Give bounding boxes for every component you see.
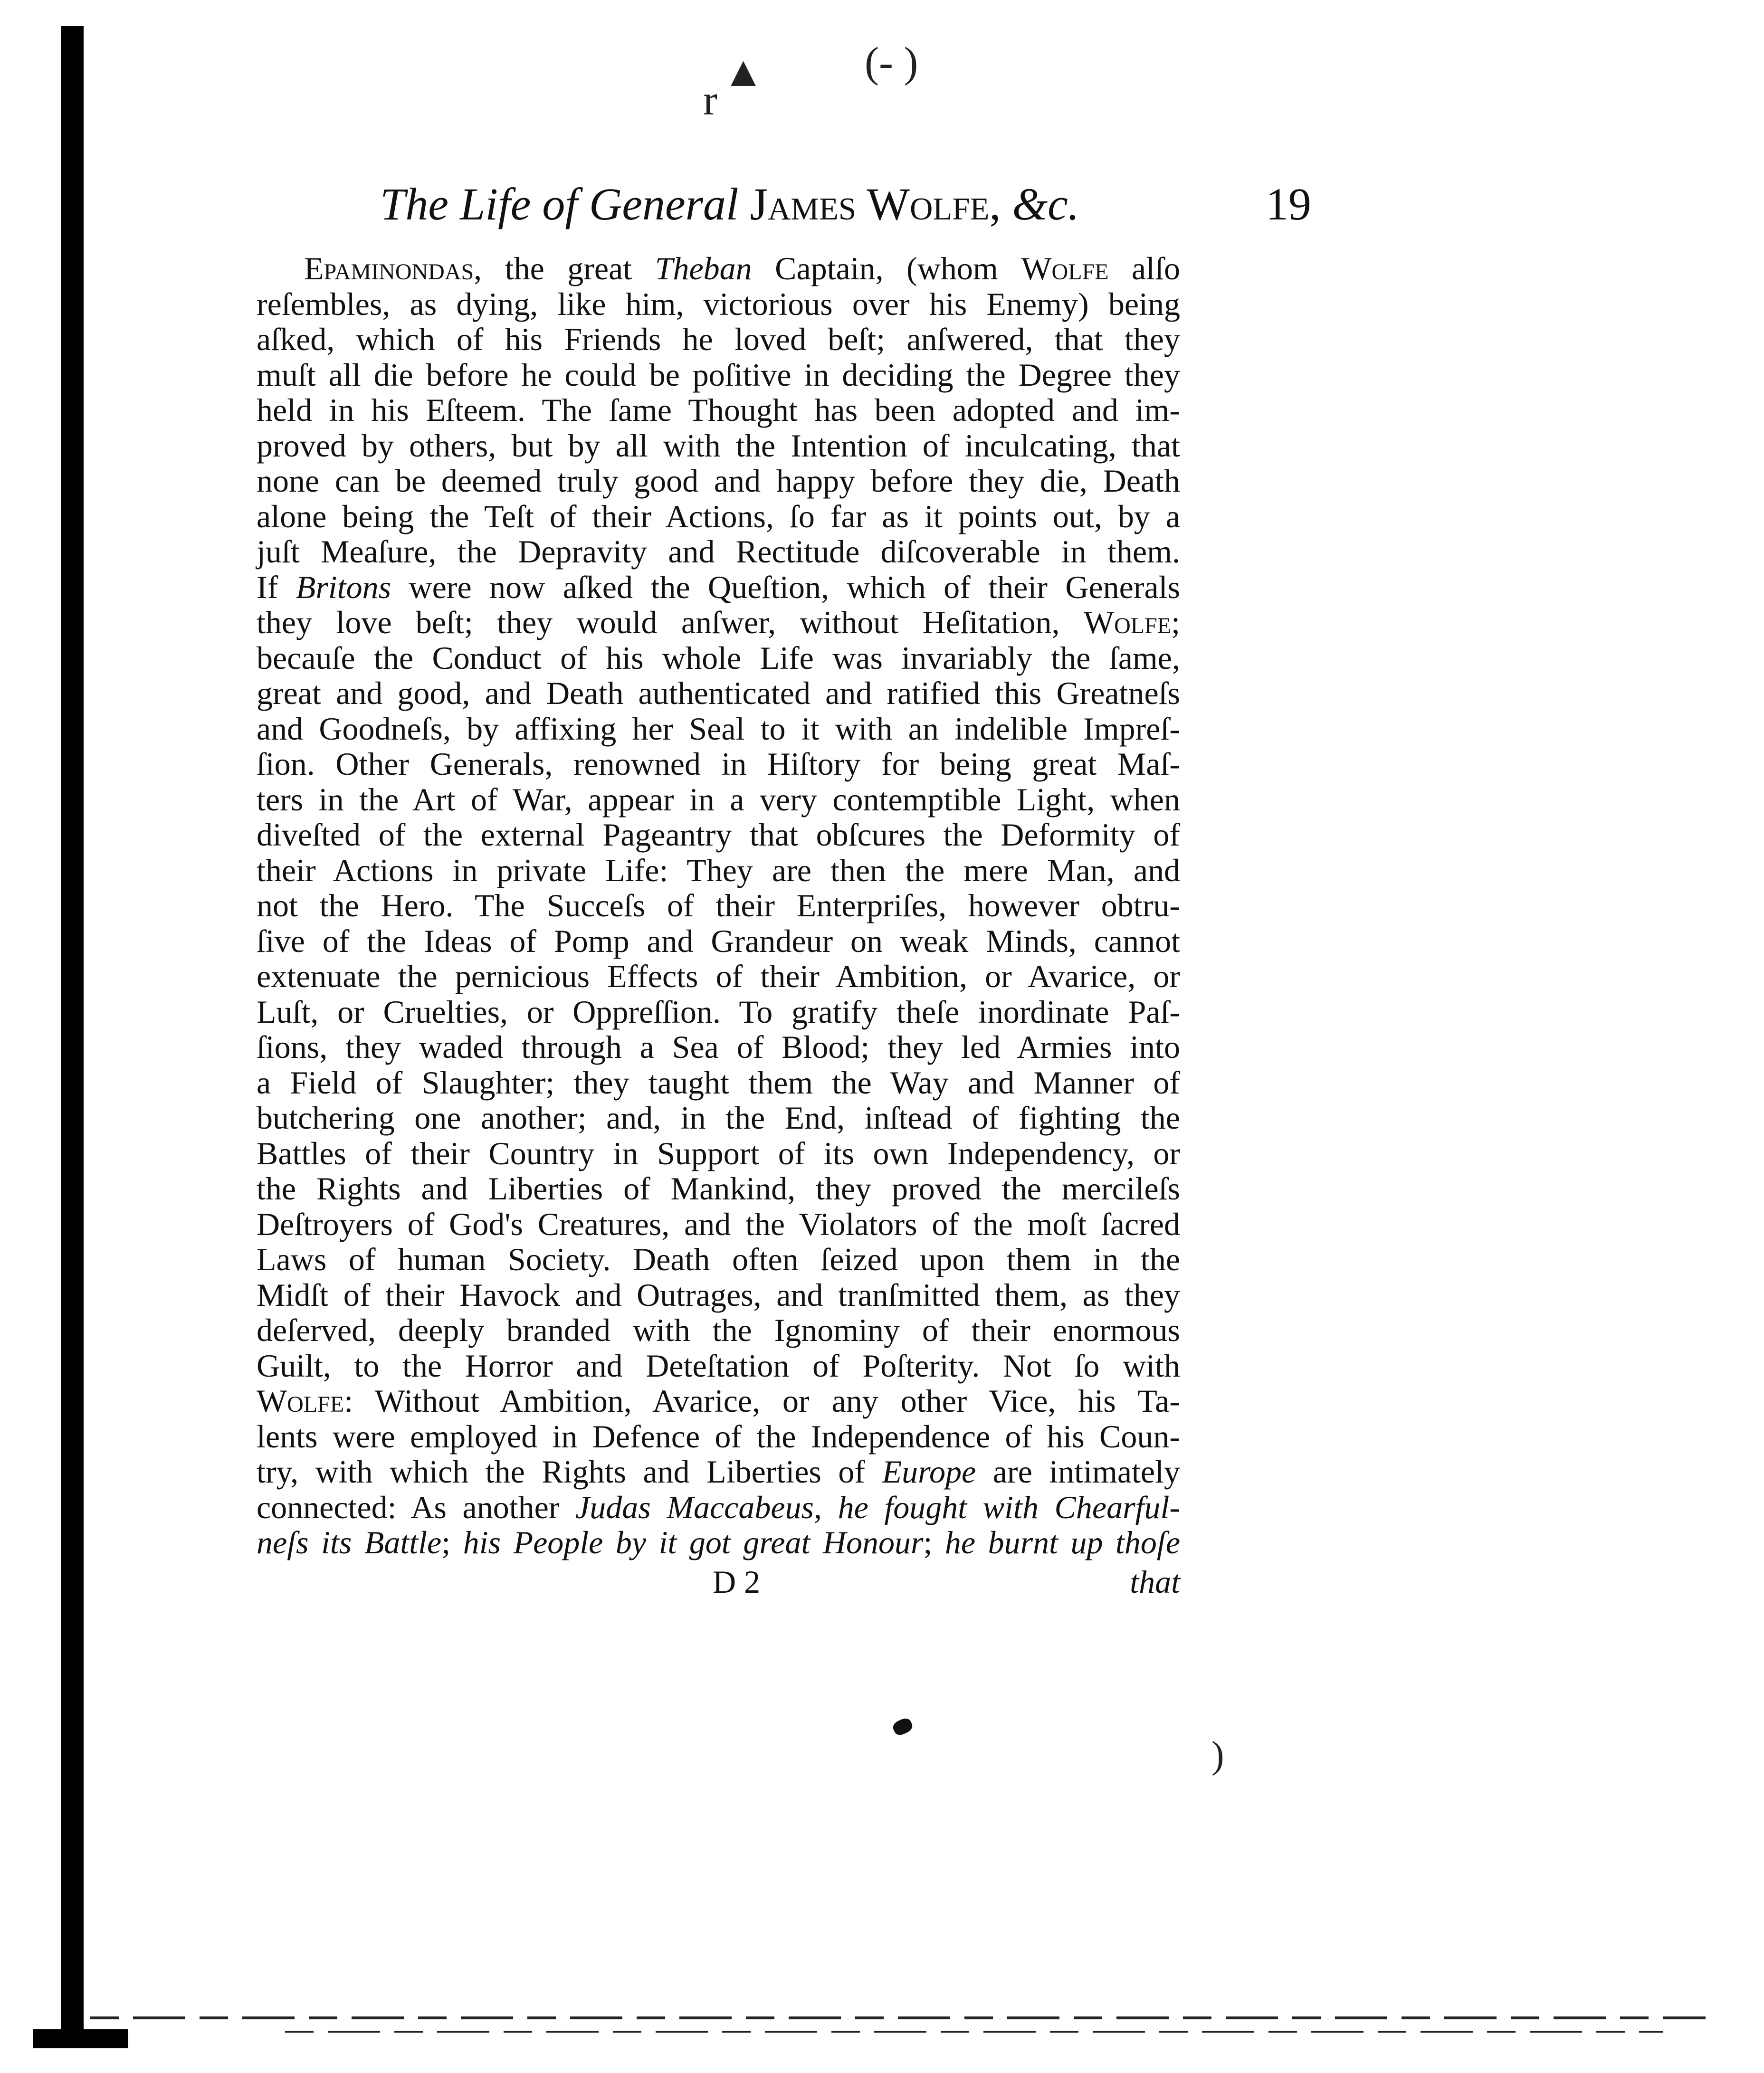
text-segment: Judas Maccabeus, he fought with Chearful- [575, 1489, 1180, 1525]
text-line [257, 286, 1180, 322]
text-segment: Britons [296, 569, 391, 605]
text-segment: Guilt, to the Horror and Deteſtation of Poſterity. Not ſo with [257, 1347, 1180, 1384]
page-number: 19 [1266, 179, 1311, 229]
text-segment: none can be deemed truly good and happy before they die, Death [257, 463, 1180, 499]
text-line [257, 357, 1180, 393]
text-segment: reſembles, as dying, like him, victorious over his Enemy) being [257, 285, 1180, 322]
text-segment: connected: As another [257, 1489, 576, 1525]
text-line [257, 817, 1180, 853]
text-segment: ; [441, 1524, 463, 1560]
text-segment: held in his Eſteem. The ſame Thought has been adopted and im- [257, 392, 1180, 428]
text-segment: his People by it got great Honour [463, 1524, 924, 1560]
text-line [257, 1525, 1180, 1560]
text-line [257, 711, 1180, 747]
text-segment: Epaminondas [304, 250, 474, 286]
text-line [257, 1312, 1180, 1348]
text-segment: Laws of human Society. Death often ſeized upon them in the [257, 1241, 1180, 1277]
text-segment: their Actions in private Life: They are then the mere Man, and [257, 852, 1180, 888]
running-title-text: The Life of General [380, 179, 739, 229]
text-line [257, 1171, 1180, 1207]
bottom-scan-artifact-2 [285, 2031, 1663, 2033]
ink-speck: ▲ [722, 48, 765, 95]
text-line [257, 923, 1180, 959]
text-segment: Theban [655, 250, 752, 286]
text-segment: , the great [474, 250, 655, 286]
text-segment: the Rights and Liberties of Mankind, they proved the mercileſs [257, 1170, 1180, 1207]
text-segment: If [257, 569, 296, 605]
text-segment: ſion. Other Generals, renowned in Hiſtory for being great Maſ- [257, 746, 1180, 782]
text-segment: Wolfe [257, 1383, 344, 1419]
text-segment: try, with which the Rights and Liberties of [257, 1454, 882, 1490]
text-line [257, 959, 1180, 994]
text-segment: lents were employed in Defence of the Independence of his Coun- [257, 1418, 1180, 1455]
text-line [257, 1277, 1180, 1313]
text-line [257, 746, 1180, 782]
text-line [257, 499, 1180, 534]
text-segment: ; [1171, 604, 1180, 640]
ink-mark: ) [1211, 1734, 1224, 1776]
running-title-name: James Wolfe, [750, 179, 1001, 229]
text-line [257, 1242, 1180, 1277]
text-segment: great and good, and Death authenticated and ratified this Greatneſs [257, 675, 1180, 711]
text-segment: Wolfe [1083, 604, 1172, 640]
binding-edge [61, 26, 84, 2040]
text-segment: are intimately [976, 1454, 1181, 1490]
text-segment: deſerved, deeply branded with the Ignominy of their enormous [257, 1312, 1180, 1348]
text-segment: they love beſt; they would anſwer, without Heſitation, [257, 604, 1084, 640]
page-footer [257, 1563, 1180, 1601]
text-segment: becauſe the Conduct of his whole Life was invariably the ſame, [257, 639, 1180, 676]
running-head [380, 176, 1311, 233]
text-line [257, 782, 1180, 818]
text-segment: Europe [882, 1454, 976, 1490]
text-line [257, 251, 1180, 286]
text-line [257, 605, 1180, 640]
binding-edge-foot [33, 2029, 128, 2048]
text-line [257, 640, 1180, 676]
text-segment: muſt all die before he could be poſitive in deciding the Degree they [257, 356, 1180, 393]
text-segment: ters in the Art of War, appear in a very contemptible Light, when [257, 781, 1180, 818]
text-line [257, 1454, 1180, 1490]
text-segment: not the Hero. The Succeſs of their Enterpriſes, however obtru- [257, 887, 1180, 923]
top-mark-2: r [703, 77, 717, 124]
text-line [257, 1383, 1180, 1419]
text-segment: Captain, (whom [752, 250, 1021, 286]
bottom-scan-artifact [90, 2016, 1706, 2019]
text-segment: diveſted of the external Pageantry that obſcures the Deformity of [257, 817, 1180, 853]
text-line [257, 322, 1180, 357]
text-segment: proved by others, but by all with the Intention of inculcating, that [257, 427, 1180, 464]
signature-mark: D 2 [713, 1564, 761, 1600]
text-segment: juſt Meaſure, the Depravity and Rectitude diſcoverable in them. [257, 533, 1180, 570]
body-paragraph [257, 251, 1180, 1560]
text-segment: were now aſked the Queſtion, which of their Generals [391, 569, 1180, 605]
text-segment: aſked, which of his Friends he loved beſt; anſwered, that they [257, 321, 1180, 357]
text-segment: ; [923, 1524, 945, 1560]
text-segment: and Goodneſs, by affixing her Seal to it with an indelible Impreſ- [257, 710, 1180, 747]
text-segment: Wolfe [1021, 250, 1109, 286]
text-line [257, 1100, 1180, 1136]
catchword: that [1130, 1564, 1180, 1600]
text-line [257, 675, 1180, 711]
running-title [380, 176, 1079, 233]
text-segment: ſive of the Ideas of Pomp and Grandeur on weak Minds, cannot [257, 922, 1180, 959]
ink-blot [891, 1716, 915, 1737]
text-segment: alſo [1108, 250, 1181, 286]
top-mark: (- ) [865, 39, 918, 86]
running-title-etc: &c. [1012, 179, 1079, 229]
text-line [257, 570, 1180, 605]
text-line [257, 463, 1180, 499]
text-segment: Midſt of their Havock and Outrages, and tranſmitted them, as they [257, 1276, 1180, 1313]
text-line [257, 392, 1180, 428]
text-segment: Deſtroyers of God's Creatures, and the Violators of the moſt ſacred [257, 1206, 1180, 1242]
text-line [257, 853, 1180, 888]
text-segment: a Field of Slaughter; they taught them the Way and Manner of [257, 1064, 1180, 1101]
text-segment: ſions, they waded through a Sea of Blood; they led Armies into [257, 1029, 1180, 1065]
text-line [257, 1490, 1180, 1525]
text-segment: alone being the Teſt of their Actions, ſo far as it points out, by a [257, 498, 1180, 534]
text-line [257, 994, 1180, 1030]
text-segment: neſs its Battle [257, 1524, 442, 1560]
text-segment: : Without Ambition, Avarice, or any other Vice, his Ta- [344, 1383, 1180, 1419]
text-line [257, 1207, 1180, 1242]
text-segment: Luſt, or Cruelties, or Oppreſſion. To gratify theſe inordinate Paſ- [257, 993, 1180, 1030]
text-line [257, 428, 1180, 464]
text-line [257, 888, 1180, 923]
text-segment: he burnt up thoſe [944, 1524, 1181, 1560]
text-line [257, 1029, 1180, 1065]
text-segment: butchering one another; and, in the End, inſtead of fighting the [257, 1100, 1180, 1136]
text-line [257, 1065, 1180, 1101]
text-line [257, 1136, 1180, 1171]
text-line [257, 534, 1180, 570]
text-line [257, 1348, 1180, 1384]
text-segment: Battles of their Country in Support of its own Independency, or [257, 1135, 1180, 1171]
text-segment: extenuate the pernicious Effects of their Ambition, or Avarice, or [257, 958, 1180, 994]
text-line [257, 1419, 1180, 1455]
